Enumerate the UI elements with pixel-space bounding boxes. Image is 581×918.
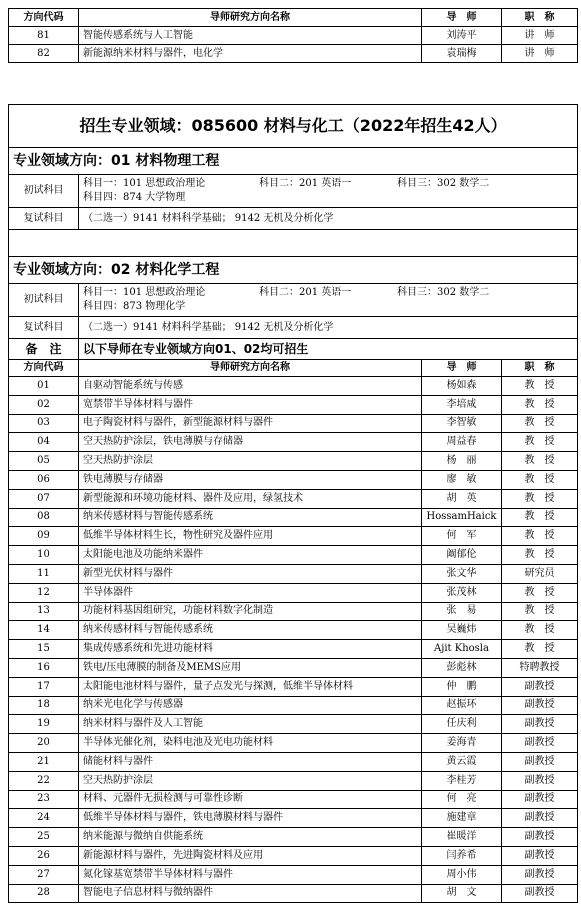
cell-advisor: 任庆利 [422, 715, 502, 734]
cell-advisor: 李智敏 [422, 414, 502, 433]
cell-direction: 纳米传感材料与智能传感系统 [79, 508, 422, 527]
cell-code: 17 [9, 677, 79, 696]
table-row [9, 846, 578, 865]
table-row [9, 677, 578, 696]
table-row [9, 489, 578, 508]
cell-title: 教 授 [502, 414, 578, 433]
table-header-row [9, 9, 578, 27]
cell-advisor: 刘涛平 [422, 27, 502, 45]
cell-advisor: 廖 敏 [422, 470, 502, 489]
cell-code: 10 [9, 546, 79, 565]
cell-advisor: 胡 英 [422, 489, 502, 508]
cell-advisor: 李培咸 [422, 395, 502, 414]
table-row [9, 884, 578, 903]
section-title: 招生专业领域：085600 材料与化工（2022年招生42人） [9, 105, 578, 148]
cell-direction: 新型能源和环境功能材料、器件及应用，绿氢技术 [79, 489, 422, 508]
cell-title: 副教授 [502, 677, 578, 696]
exam-subjects [79, 284, 578, 317]
table-row [9, 452, 578, 471]
table-row [9, 433, 578, 452]
section-table [8, 104, 578, 903]
cell-advisor: 李桂芳 [422, 771, 502, 790]
cell-advisor: 杨如森 [422, 377, 502, 396]
cell-direction: 自驱动智能系统与传感 [79, 377, 422, 396]
cell-code: 03 [9, 414, 79, 433]
cell-direction: 太阳能电池材料与器件，量子点发光与探测，低维半导体材料 [79, 677, 422, 696]
cell-direction: 铁电薄膜与存储器 [79, 470, 422, 489]
header-title: 职 称 [502, 360, 578, 377]
table-row [9, 395, 578, 414]
cell-direction: 半导体器件 [79, 583, 422, 602]
cell-direction: 电子陶瓷材料与器件，新型能源材料与器件 [79, 414, 422, 433]
cell-code: 11 [9, 564, 79, 583]
cell-code: 07 [9, 489, 79, 508]
cell-title: 副教授 [502, 734, 578, 753]
cell-code: 22 [9, 771, 79, 790]
subject-1: 科目一：101 思想政治理论 [83, 178, 206, 189]
cell-direction: 集成传感系统和先进功能材料 [79, 640, 422, 659]
cell-advisor: 袁瑞梅 [422, 45, 502, 63]
cell-advisor: 杨 丽 [422, 452, 502, 471]
cell-title: 副教授 [502, 809, 578, 828]
cell-code: 27 [9, 865, 79, 884]
cell-code: 82 [9, 45, 79, 63]
table-row [9, 527, 578, 546]
table-header-row [9, 360, 578, 377]
cell-direction: 空天热防护涂层 [79, 452, 422, 471]
cell-direction: 低维半导体材料生长，物性研究及器件应用 [79, 527, 422, 546]
subject-1: 科目一：101 思想政治理论 [83, 287, 206, 298]
cell-title: 副教授 [502, 696, 578, 715]
cell-title: 教 授 [502, 583, 578, 602]
table-row [9, 790, 578, 809]
table-row [9, 696, 578, 715]
cell-code: 21 [9, 752, 79, 771]
cell-direction: 新能源材料与器件，先进陶瓷材料及应用 [79, 846, 422, 865]
cell-direction: 新能源纳米材料与器件，电化学 [79, 45, 422, 63]
retest-subjects: （二选一）9141 材料科学基础； 9142 无机及分析化学 [79, 317, 578, 339]
cell-direction: 功能材料基因组研究，功能材料数字化制造 [79, 602, 422, 621]
table-row [9, 564, 578, 583]
cell-direction: 纳米光电化学与传感器 [79, 696, 422, 715]
cell-title: 讲 师 [502, 45, 578, 63]
direction-02-title: 专业领域方向：02 材料化学工程 [9, 257, 578, 284]
cell-advisor: 胡 文 [422, 884, 502, 903]
cell-code: 09 [9, 527, 79, 546]
cell-direction: 智能电子信息材料与微纳器件 [79, 884, 422, 903]
cell-code: 04 [9, 433, 79, 452]
cell-direction: 材料、元器件无损检测与可靠性诊断 [79, 790, 422, 809]
cell-code: 08 [9, 508, 79, 527]
cell-title: 副教授 [502, 771, 578, 790]
cell-advisor: 崔暖洋 [422, 828, 502, 847]
cell-direction: 空天热防护涂层 [79, 771, 422, 790]
table-row [9, 470, 578, 489]
cell-direction: 智能传感系统与人工智能 [79, 27, 422, 45]
header-code: 方向代码 [9, 9, 79, 27]
cell-title: 教 授 [502, 377, 578, 396]
table-row [9, 621, 578, 640]
cell-code: 81 [9, 27, 79, 45]
table-row [9, 658, 578, 677]
cell-title: 教 授 [502, 602, 578, 621]
cell-direction: 太阳能电池及功能纳米器件 [79, 546, 422, 565]
subject-3: 科目三：302 数学二 [397, 287, 490, 298]
cell-advisor: 张 易 [422, 602, 502, 621]
cell-advisor: 阚郁伦 [422, 546, 502, 565]
note-text: 以下导师在专业领域方向01、02均可招生 [79, 339, 578, 360]
cell-title: 教 授 [502, 395, 578, 414]
cell-code: 18 [9, 696, 79, 715]
subject-4: 科目四：874 大学物理 [83, 192, 186, 203]
cell-title: 教 授 [502, 489, 578, 508]
cell-title: 副教授 [502, 828, 578, 847]
cell-code: 25 [9, 828, 79, 847]
cell-title: 副教授 [502, 790, 578, 809]
cell-code: 26 [9, 846, 79, 865]
cell-direction: 半导体光催化剂，染料电池及光电功能材料 [79, 734, 422, 753]
cell-advisor: 何 军 [422, 527, 502, 546]
table-row [9, 734, 578, 753]
cell-code: 28 [9, 884, 79, 903]
table-row [9, 27, 578, 45]
cell-title: 教 授 [502, 527, 578, 546]
cell-direction: 氮化镓基宽禁带半导体材料与器件 [79, 865, 422, 884]
table-row [9, 752, 578, 771]
cell-title: 副教授 [502, 865, 578, 884]
retest-label: 复试科目 [9, 317, 79, 339]
cell-title: 副教授 [502, 752, 578, 771]
cell-code: 06 [9, 470, 79, 489]
cell-advisor: 周小伟 [422, 865, 502, 884]
cell-title: 副教授 [502, 715, 578, 734]
cell-advisor: 仲 鹏 [422, 677, 502, 696]
table-row [9, 583, 578, 602]
cell-title: 教 授 [502, 470, 578, 489]
cell-advisor: 周益春 [422, 433, 502, 452]
subject-2: 科目二：201 英语一 [259, 287, 352, 298]
cell-direction: 纳米材料与器件及人工智能 [79, 715, 422, 734]
cell-title: 教 授 [502, 546, 578, 565]
cell-advisor: 张文华 [422, 564, 502, 583]
cell-code: 19 [9, 715, 79, 734]
cell-code: 23 [9, 790, 79, 809]
table-row [9, 45, 578, 63]
table-row [9, 414, 578, 433]
cell-code: 13 [9, 602, 79, 621]
cell-advisor: 张茂林 [422, 583, 502, 602]
table-row [9, 640, 578, 659]
cell-code: 12 [9, 583, 79, 602]
retest-label: 复试科目 [9, 208, 79, 230]
cell-advisor: 吴巍炜 [422, 621, 502, 640]
subject-4: 科目四：873 物理化学 [83, 301, 186, 312]
cell-advisor: 姜海青 [422, 734, 502, 753]
cell-code: 02 [9, 395, 79, 414]
cell-code: 15 [9, 640, 79, 659]
cell-title: 教 授 [502, 508, 578, 527]
cell-code: 05 [9, 452, 79, 471]
cell-advisor: Ajit Khosla [422, 640, 502, 659]
exam-subjects [79, 175, 578, 208]
subject-2: 科目二：201 英语一 [259, 178, 352, 189]
cell-title: 教 授 [502, 621, 578, 640]
cell-title: 教 授 [502, 640, 578, 659]
header-advisor: 导 师 [422, 9, 502, 27]
cell-direction: 空天热防护涂层，铁电薄膜与存储器 [79, 433, 422, 452]
cell-direction: 纳米能源与微纳自供能系统 [79, 828, 422, 847]
table-row [9, 715, 578, 734]
cell-advisor: 彭彪林 [422, 658, 502, 677]
cell-code: 14 [9, 621, 79, 640]
cell-advisor: 赵振环 [422, 696, 502, 715]
header-advisor: 导 师 [422, 360, 502, 377]
cell-advisor: 闫养希 [422, 846, 502, 865]
header-direction: 导师研究方向名称 [79, 360, 422, 377]
table-row [9, 508, 578, 527]
table-row [9, 546, 578, 565]
cell-code: 20 [9, 734, 79, 753]
table-row [9, 828, 578, 847]
exam-label: 初试科目 [9, 175, 79, 208]
note-label: 备 注 [9, 339, 79, 360]
direction-01-title: 专业领域方向：01 材料物理工程 [9, 148, 578, 175]
cell-direction: 新型光伏材料与器件 [79, 564, 422, 583]
cell-advisor: 黄云霞 [422, 752, 502, 771]
table-row [9, 865, 578, 884]
cell-code: 16 [9, 658, 79, 677]
cell-direction: 宽禁带半导体材料与器件 [79, 395, 422, 414]
table-row [9, 377, 578, 396]
cell-title: 特聘教授 [502, 658, 578, 677]
header-code: 方向代码 [9, 360, 79, 377]
cell-direction: 纳米传感材料与智能传感系统 [79, 621, 422, 640]
cell-title: 副教授 [502, 884, 578, 903]
table-row [9, 809, 578, 828]
cell-direction: 铁电/压电薄膜的制备及MEMS应用 [79, 658, 422, 677]
exam-label: 初试科目 [9, 284, 79, 317]
retest-subjects: （二选一）9141 材料科学基础； 9142 无机及分析化学 [79, 208, 578, 230]
table-row [9, 771, 578, 790]
cell-advisor: HossamHaick [422, 508, 502, 527]
cell-advisor: 何 亮 [422, 790, 502, 809]
header-direction: 导师研究方向名称 [79, 9, 422, 27]
cell-title: 教 授 [502, 452, 578, 471]
cell-direction: 低维半导体材料与器件，铁电薄膜材料与器件 [79, 809, 422, 828]
cell-advisor: 施建章 [422, 809, 502, 828]
header-title: 职 称 [502, 9, 578, 27]
cell-title: 讲 师 [502, 27, 578, 45]
top-advisor-table [8, 8, 578, 63]
cell-code: 01 [9, 377, 79, 396]
cell-title: 研究员 [502, 564, 578, 583]
cell-title: 副教授 [502, 846, 578, 865]
subject-3: 科目三：302 数学二 [397, 178, 490, 189]
cell-code: 24 [9, 809, 79, 828]
cell-title: 教 授 [502, 433, 578, 452]
spacer-row [9, 230, 578, 257]
cell-direction: 储能材料与器件 [79, 752, 422, 771]
table-row [9, 602, 578, 621]
